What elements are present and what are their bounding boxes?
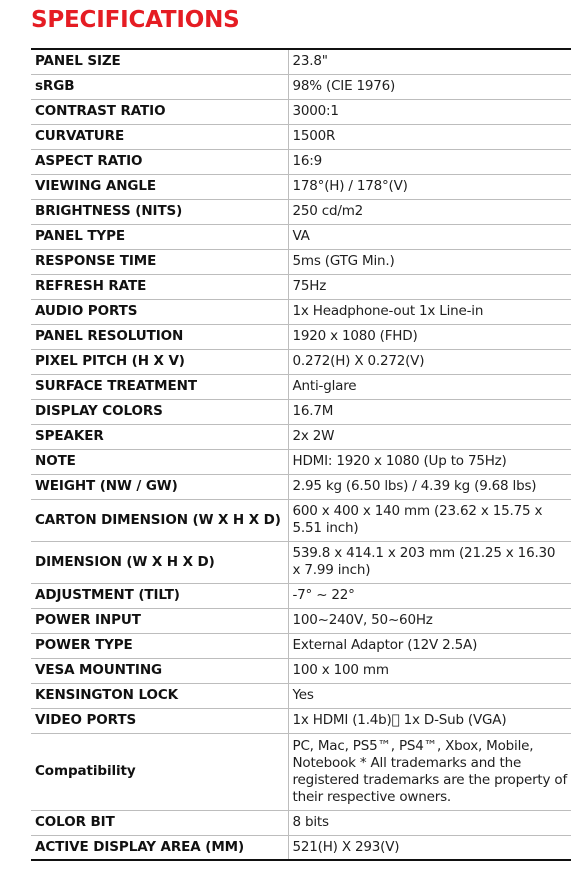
spec-row-surface-treatment — [31, 374, 571, 399]
spec-label: SPEAKER — [31, 424, 288, 449]
spec-label: KENSINGTON LOCK — [31, 683, 288, 708]
spec-row-aspect-ratio — [31, 149, 571, 174]
spec-label: DIMENSION (W X H X D) — [31, 541, 288, 583]
spec-row-curvature — [31, 124, 571, 149]
spec-label: VIDEO PORTS — [31, 708, 288, 733]
spec-value: 100 x 100 mm — [288, 658, 571, 683]
spec-row-pixel-pitch — [31, 349, 571, 374]
spec-row-srgb — [31, 74, 571, 99]
spec-value: Yes — [288, 683, 571, 708]
spec-value: 98% (CIE 1976) — [288, 74, 571, 99]
page-title: SPECIFICATIONS — [31, 7, 240, 33]
spec-row-panel-size — [31, 49, 571, 74]
spec-value: Anti-glare — [288, 374, 571, 399]
spec-label: CURVATURE — [31, 124, 288, 149]
spec-value: 250 cd/m2 — [288, 199, 571, 224]
spec-label: REFRESH RATE — [31, 274, 288, 299]
spec-row-panel-resolution — [31, 324, 571, 349]
spec-label: VESA MOUNTING — [31, 658, 288, 683]
spec-label: PANEL SIZE — [31, 49, 288, 74]
spec-value: 600 x 400 x 140 mm (23.62 x 15.75 x 5.51 inch) — [288, 499, 571, 541]
spec-value: 5ms (GTG Min.) — [288, 249, 571, 274]
spec-label: sRGB — [31, 74, 288, 99]
spec-row-adjustment-tilt — [31, 583, 571, 608]
spec-row-weight — [31, 474, 571, 499]
spec-value: 2x 2W — [288, 424, 571, 449]
spec-value: 521(H) X 293(V) — [288, 835, 571, 860]
spec-value: 8 bits — [288, 810, 571, 835]
spec-value: PC, Mac, PS5™, PS4™, Xbox, Mobile, Notebook * All trademarks and the registered trademarks are the property of their respective owners. — [288, 733, 571, 810]
spec-value: 1x Headphone-out 1x Line-in — [288, 299, 571, 324]
spec-value: 3000:1 — [288, 99, 571, 124]
spec-label: WEIGHT (NW / GW) — [31, 474, 288, 499]
spec-label: PIXEL PITCH (H X V) — [31, 349, 288, 374]
spec-label: VIEWING ANGLE — [31, 174, 288, 199]
spec-value: External Adaptor (12V 2.5A) — [288, 633, 571, 658]
specifications-table — [31, 48, 571, 861]
spec-label: DISPLAY COLORS — [31, 399, 288, 424]
spec-row-color-bit — [31, 810, 571, 835]
spec-row-carton-dimension — [31, 499, 571, 541]
spec-label: ADJUSTMENT (TILT) — [31, 583, 288, 608]
spec-value: 1920 x 1080 (FHD) — [288, 324, 571, 349]
spec-row-viewing-angle — [31, 174, 571, 199]
spec-value: 23.8" — [288, 49, 571, 74]
spec-value: 0.272(H) X 0.272(V) — [288, 349, 571, 374]
spec-row-dimension — [31, 541, 571, 583]
spec-value: 75Hz — [288, 274, 571, 299]
spec-label: BRIGHTNESS (NITS) — [31, 199, 288, 224]
spec-label: RESPONSE TIME — [31, 249, 288, 274]
spec-label: CONTRAST RATIO — [31, 99, 288, 124]
spec-label: ASPECT RATIO — [31, 149, 288, 174]
spec-label: POWER TYPE — [31, 633, 288, 658]
spec-label: SURFACE TREATMENT — [31, 374, 288, 399]
spec-value: 100~240V, 50~60Hz — [288, 608, 571, 633]
spec-row-power-input — [31, 608, 571, 633]
spec-label: NOTE — [31, 449, 288, 474]
spec-label: POWER INPUT — [31, 608, 288, 633]
spec-value: 178°(H) / 178°(V) — [288, 174, 571, 199]
spec-label: COLOR BIT — [31, 810, 288, 835]
spec-value: -7° ~ 22° — [288, 583, 571, 608]
spec-value: 539.8 x 414.1 x 203 mm (21.25 x 16.30 x 7.99 inch) — [288, 541, 571, 583]
spec-row-note — [31, 449, 571, 474]
spec-row-speaker — [31, 424, 571, 449]
spec-row-display-colors — [31, 399, 571, 424]
spec-row-kensington-lock — [31, 683, 571, 708]
spec-label: ACTIVE DISPLAY AREA (MM) — [31, 835, 288, 860]
spec-row-compatibility — [31, 733, 571, 810]
spec-label: CARTON DIMENSION (W X H X D) — [31, 499, 288, 541]
spec-row-vesa-mounting — [31, 658, 571, 683]
spec-label: Compatibility — [31, 733, 288, 810]
spec-label: PANEL RESOLUTION — [31, 324, 288, 349]
spec-row-contrast-ratio — [31, 99, 571, 124]
spec-row-response-time — [31, 249, 571, 274]
spec-value: HDMI: 1920 x 1080 (Up to 75Hz) — [288, 449, 571, 474]
spec-row-video-ports — [31, 708, 571, 733]
spec-value: VA — [288, 224, 571, 249]
spec-value: 2.95 kg (6.50 lbs) / 4.39 kg (9.68 lbs) — [288, 474, 571, 499]
spec-value: 1500R — [288, 124, 571, 149]
spec-row-active-display-area — [31, 835, 571, 860]
spec-label: AUDIO PORTS — [31, 299, 288, 324]
spec-row-power-type — [31, 633, 571, 658]
spec-value: 16.7M — [288, 399, 571, 424]
spec-label: PANEL TYPE — [31, 224, 288, 249]
spec-value: 16:9 — [288, 149, 571, 174]
spec-row-audio-ports — [31, 299, 571, 324]
spec-value: 1x HDMI (1.4b) 1x D-Sub (VGA) — [288, 708, 571, 733]
spec-row-brightness — [31, 199, 571, 224]
spec-row-refresh-rate — [31, 274, 571, 299]
spec-row-panel-type — [31, 224, 571, 249]
